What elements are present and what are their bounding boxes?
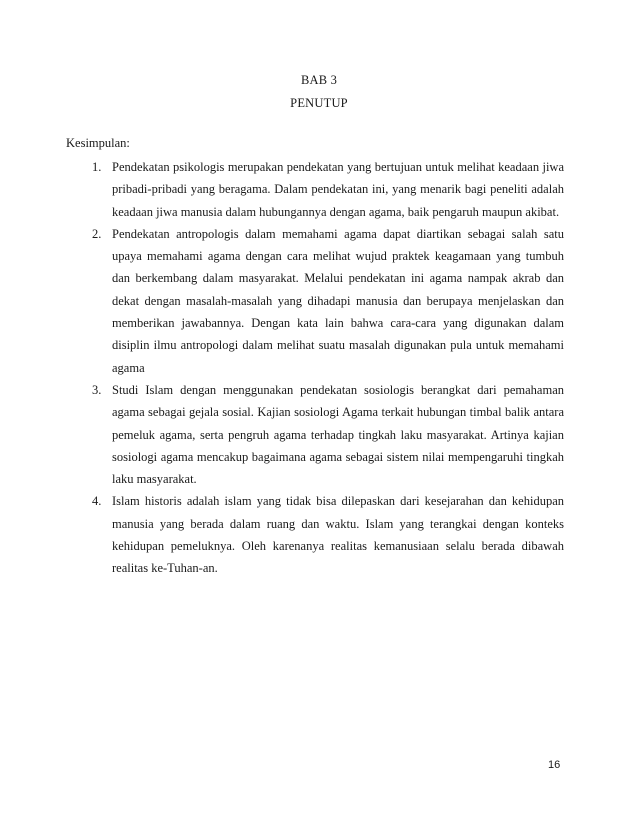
list-item-text: Pendekatan antropologis dalam memahami agama dapat diartikan sebagai salah satu upaya memahami agama dengan cara melihat wujud praktek keagamaan yang tumbuh dan berkembang dalam masyarakat. Melalui pendekatan ini agama nampak akrab dan dekat dengan masalah-masalah yang dihadapi manusia dan berupaya menjelaskan dan memberikan jawabannya. Dengan kata lain bahwa cara-cara yang digunakan dalam disiplin ilmu antropologi dalam melihat suatu masalah digunakan pula untuk memahami agama: [112, 226, 564, 375]
conclusion-list: [0, 156, 638, 580]
list-item: [0, 223, 638, 379]
list-item-number: 4.: [92, 494, 102, 509]
list-item-number: 1.: [92, 160, 102, 174]
chapter-heading: BAB 3: [300, 73, 338, 87]
chapter-title: PENUTUP: [290, 96, 348, 110]
list-item: [0, 490, 638, 579]
list-item: [0, 156, 638, 223]
section-label: Kesimpulan:: [66, 136, 130, 150]
list-item-text: Islam historis adalah islam yang tidak bisa dilepaskan dari kesejarahan dan kehidupan manusia yang berada dalam ruang dan waktu. Islam yang terangkai dengan konteks kehidupan pemeluknya. Oleh karenanya realitas kemanusiaan selalu berada dibawah realitas ke-Tuhan-an.: [112, 494, 564, 576]
list-item-text: Studi Islam dengan menggunakan pendekatan sosiologis berangkat dari pemahaman agama sebagai gejala sosial. Kajian sosiologi Agama terkait hubungan timbal balik antara pemeluk agama, serta pengruh agama terhadap tingkah laku masyarakat. Artinya kajian sosiologi agama mencakup bagaimana agama sebagai sistem nilai mempengaruhi tingkah laku masyarakat.: [112, 382, 564, 487]
list-item-number: 3.: [92, 382, 102, 397]
list-item-number: 2.: [92, 226, 102, 241]
page-number: 16: [548, 759, 561, 771]
list-item: [0, 379, 638, 490]
list-item-text: Pendekatan psikologis merupakan pendekatan yang bertujuan untuk melihat keadaan jiwa pribadi-pribadi yang beragama. Dalam pendekatan ini, yang menarik bagi peneliti adalah keadaan jiwa manusia dalam hubungannya dengan agama, baik pengaruh maupun akibat.: [112, 160, 564, 219]
